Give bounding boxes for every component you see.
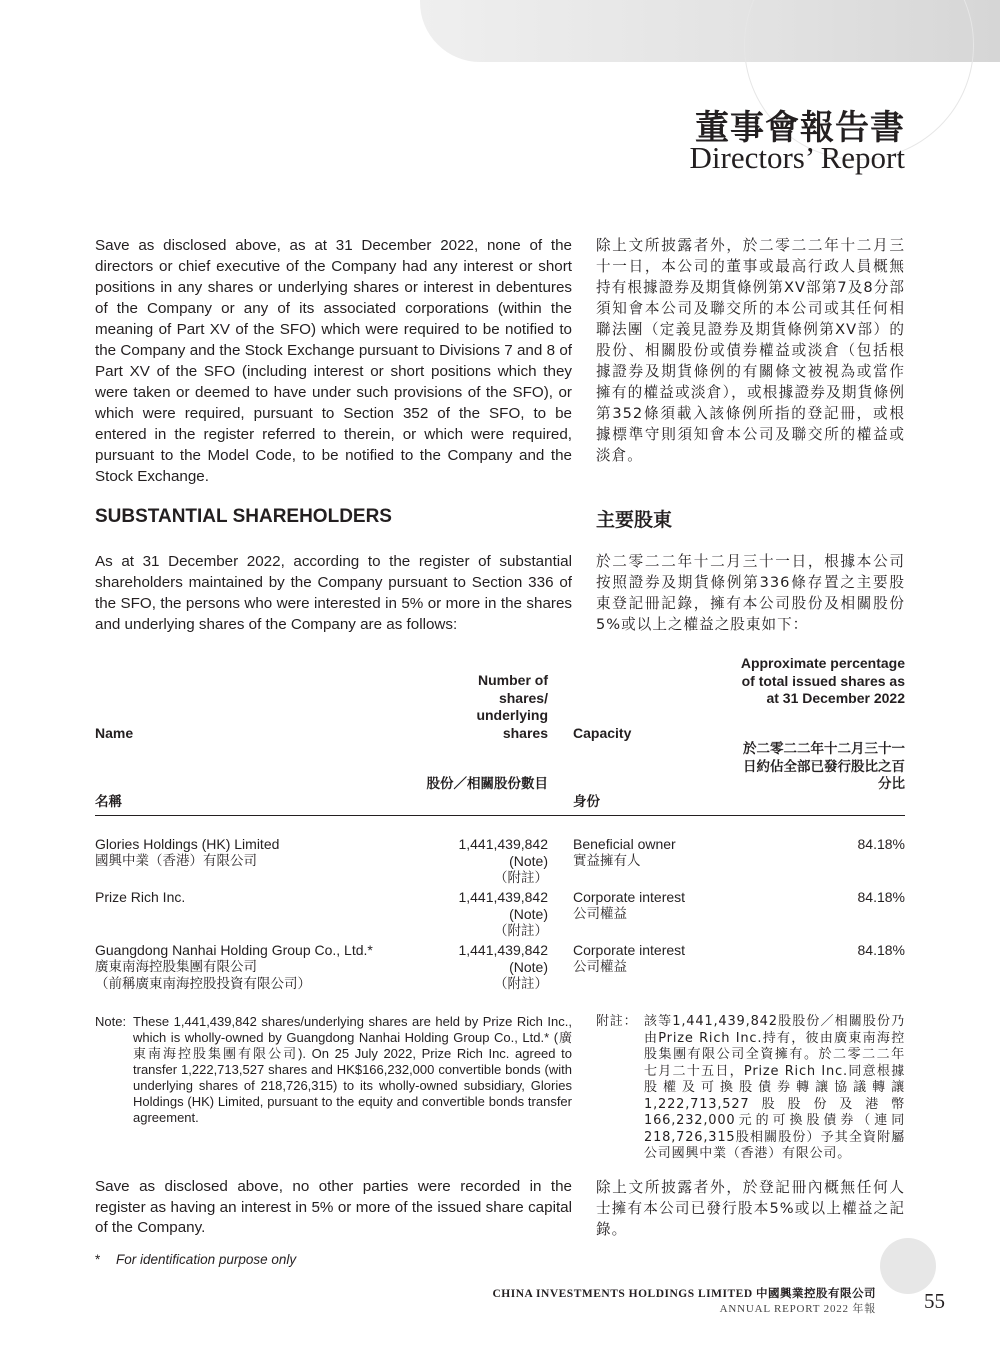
table-row (95, 942, 905, 994)
shares-note-zh: （附註） (494, 870, 548, 886)
shares-note-en: (Note) (509, 906, 548, 922)
capacity-en: Beneficial owner (573, 836, 676, 852)
closing-paragraph-en: Save as disclosed above, no other parties were recorded in the register as having an interest in 5% or more of the issued share capital of the Company. (95, 1178, 572, 1236)
section-heading-zh: 主要股東 (596, 509, 673, 531)
shareholder-name-cell (95, 889, 425, 906)
shareholder-name-cell (95, 942, 425, 993)
capacity-cell (573, 836, 773, 870)
column-header-percentage-zh: 於二零二二年十二月三十一日約佔全部已發行股比之百分比 (743, 741, 905, 792)
note-label-en: Note: (95, 1014, 127, 1029)
footnote (95, 1252, 296, 1267)
shares-note-zh: （附註） (494, 923, 548, 939)
shares-note-en: (Note) (509, 959, 548, 975)
column-header-shares-zh: 股份／相關股份數目 (426, 776, 548, 792)
note-label-zh: 附註： (596, 1014, 638, 1029)
shares-cell (425, 836, 548, 887)
shareholder-name-cell (95, 836, 425, 870)
column-header-percentage-en: Approximate percentage of total issued shares as at 31 December 2022 (740, 655, 905, 706)
percentage-cell: 84.18% (857, 836, 905, 852)
shares-value: 1,441,439,842 (458, 942, 548, 958)
page-title-zh: 董事會報告書 (695, 108, 905, 148)
capacity-cell (573, 942, 773, 976)
note-text-en: These 1,441,439,842 shares/underlying shares are held by Prize Rich Inc., which is wholly-owned by Guangdong Nanhai Holding Group Co., Ltd.* (廣東南海控股集團有限公司). On 25 July 2022, Prize Rich Inc. agreed to transfer 1,222,713,527 shares and HK$166,232,000 convertible bonds (with underlying shares of 218,726,315) to its wholly-owned subsidiary, Glories Holdings (HK) Limited, pursuant to the equity and convertible bonds transfer agreement. (133, 1014, 572, 1125)
percentage-cell: 84.18% (857, 942, 905, 958)
shareholder-name-zh: 國興中業（香港）有限公司 (95, 853, 257, 869)
column-header-shares-en: Number of shares/ underlying shares (476, 672, 548, 741)
note-text-zh: 該等1,441,439,842股股份／相關股份乃由Prize Rich Inc.持有，彼由廣東南海控股集團有限公司全資擁有。於二零二二年七月二十五日，Prize Rich Inc.同意根據股權及可換股債券轉讓協議轉讓1,222,713,527股股份及港幣166,232,000元的可換股債券（連同218,726,315股相關股份）予其全資附屬公司國興中業（香港）有限公司。 (644, 1014, 905, 1161)
column-header-capacity-zh: 身份 (573, 794, 600, 810)
column-header-name-zh: 名稱 (95, 794, 122, 810)
shares-note-en: (Note) (509, 853, 548, 869)
shares-cell (425, 942, 548, 993)
intro-paragraph-en: Save as disclosed above, as at 31 December 2022, none of the directors or chief executive of the Company had any interest or short positions in any shares or underlying shares or interest in debentures of the Company or any of its associated corporations (within the meaning of Part XV of the SFO) which were required to be notified to the Company and the Stock Exchange pursuant to Divisions 7 and 8 of Part XV of the SFO (including interest or short positions which they were taken or deemed to have under such provisions of the SFO), or which were required, pursuant to Section 352 of the SFO, to be entered in the register referred to therein, or which were required, pursuant to the Model Code, to be notified to the Company and the Stock Exchange. (95, 237, 572, 485)
shareholder-former-name-zh: （前稱廣東南海控股投資有限公司） (95, 976, 311, 992)
intro-paragraph-zh: 除上文所披露者外，於二零二二年十二月三十一日，本公司的董事或最高行政人員概無持有根據證券及期貨條例第XV部第7及8分部須知會本公司及聯交所的本公司或其任何相聯法團（定義見證券及期貨條例第XV部）的股份、相關股份或債券權益或淡倉（包括根據證券及期貨條例的有關條文被視為或當作擁有的權益或淡倉），或根據證券及期貨條例第352條須載入該條例所指的登記冊，或根據標準守則須知會本公司及聯交所的權益或淡倉。 (596, 237, 905, 464)
note-zh (596, 1014, 905, 1163)
capacity-zh: 公司權益 (573, 906, 627, 922)
table-row (95, 836, 905, 888)
closing-paragraph-zh: 除上文所披露者外，於登記冊內概無任何人士擁有本公司已發行股本5%或以上權益之記錄。 (596, 1179, 905, 1238)
shares-value: 1,441,439,842 (458, 836, 548, 852)
percentage-cell: 84.18% (857, 889, 905, 905)
footer-company-name: CHINA INVESTMENTS HOLDINGS LIMITED 中國興業控股有限公司 (492, 1288, 876, 1300)
capacity-cell (573, 889, 773, 923)
shares-cell (425, 889, 548, 940)
capacity-en: Corporate interest (573, 942, 686, 958)
shareholder-name-en: Glories Holdings (HK) Limited (95, 836, 280, 852)
footnote-marker: * (95, 1252, 101, 1267)
page-title-en: Directors’ Report (689, 140, 905, 175)
table-row (95, 889, 905, 941)
section-heading-en: SUBSTANTIAL SHAREHOLDERS (95, 506, 392, 527)
capacity-zh: 公司權益 (573, 959, 627, 975)
capacity-en: Corporate interest (573, 889, 686, 905)
note-en (95, 1014, 572, 1126)
shares-note-zh: （附註） (494, 976, 548, 992)
table-header-rule (95, 815, 905, 816)
capacity-zh: 實益擁有人 (573, 853, 641, 869)
footnote-text: For identification purpose only (116, 1252, 297, 1267)
column-header-name-en: Name (95, 725, 134, 741)
shareholder-name-en: Guangdong Nanhai Holding Group Co., Ltd.* (95, 942, 373, 958)
decorative-circle (880, 1238, 936, 1294)
shares-value: 1,441,439,842 (458, 889, 548, 905)
page-number: 55 (924, 1289, 945, 1313)
section-paragraph-zh: 於二零二二年十二月三十一日，根據本公司按照證券及期貨條例第336條存置之主要股東登記冊記錄，擁有本公司股份及相關股份5%或以上之權益之股東如下： (596, 553, 905, 633)
shareholder-name-zh: 廣東南海控股集團有限公司 (95, 959, 257, 975)
shareholder-name-en: Prize Rich Inc. (95, 889, 186, 905)
footer-report-name: ANNUAL REPORT 2022 年報 (719, 1303, 876, 1315)
column-header-capacity-en: Capacity (573, 725, 632, 741)
section-paragraph-en: As at 31 December 2022, according to the register of substantial shareholders maintained by the Company pursuant to Section 336 of the SFO, the persons who were interested in 5% or more in the shares and underlying shares of the Company are as follows: (95, 553, 572, 633)
